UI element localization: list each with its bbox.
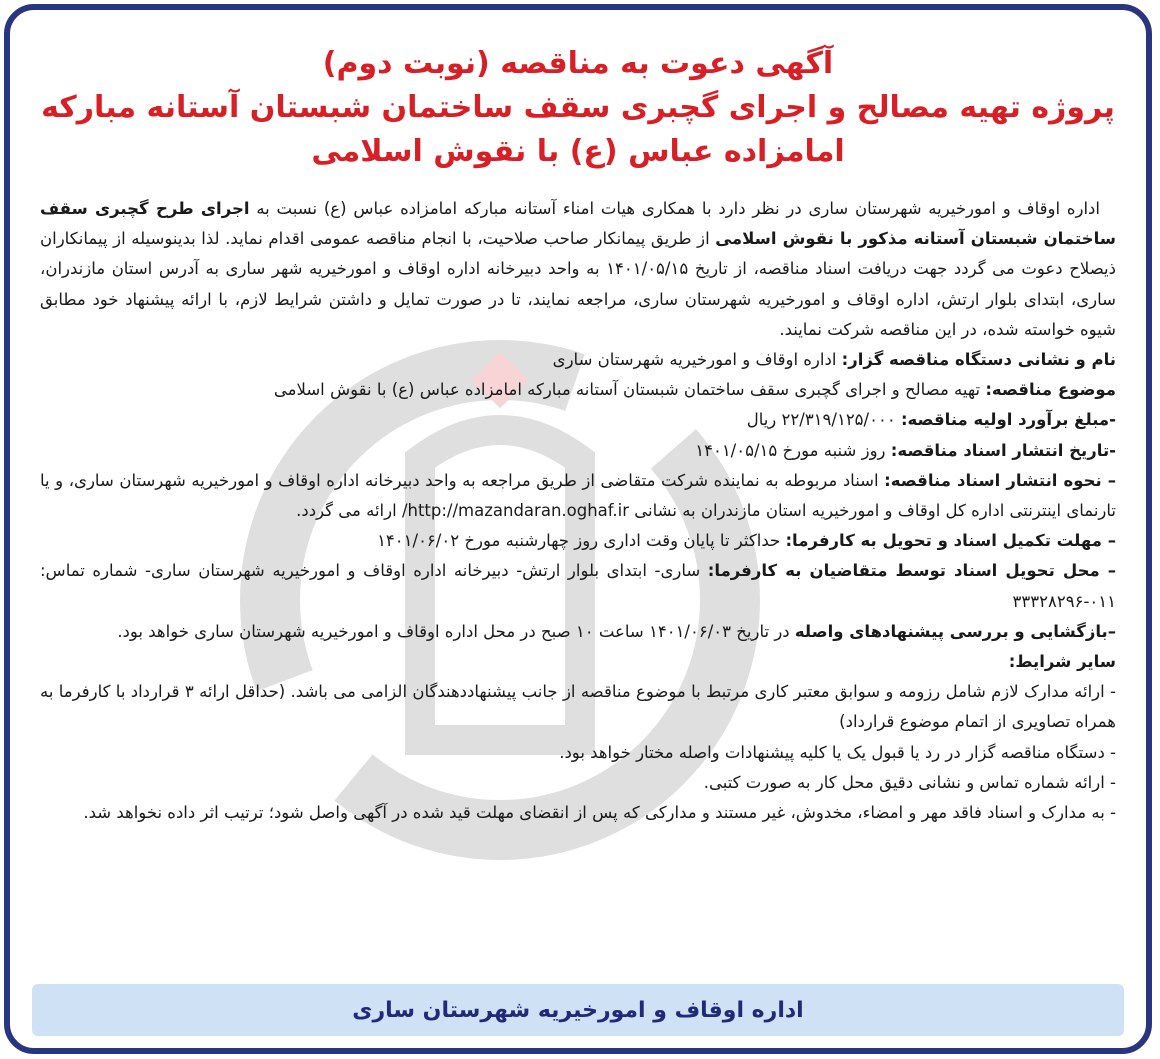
notice-frame <box>4 4 1152 1054</box>
item-label: – محل تحویل اسناد توسط متقاضیان به کارفرما: <box>707 561 1116 581</box>
footer-organization: اداره اوقاف و امورخیریه شهرستان ساری <box>352 997 804 1023</box>
item-label: -تاریخ انتشار اسناد مناقصه: <box>890 440 1116 460</box>
item-label: – مهلت تکمیل اسناد و تحویل به کارفرما: <box>785 531 1116 551</box>
item-value: اداره اوقاف و امورخیریه شهرستان ساری <box>552 350 842 370</box>
item-value: حداکثر تا پایان وقت اداری روز چهارشنبه مورخ ۱۴۰۱/۰۶/۰۲ <box>377 531 786 551</box>
item-label: نام و نشانی دستگاه مناقصه گزار: <box>841 350 1116 370</box>
item-label: موضوع مناقصه: <box>985 380 1116 400</box>
notice-header <box>10 42 1146 174</box>
item-deadline <box>40 526 1116 556</box>
item-value: ۲۲/۳۱۹/۱۲۵/۰۰۰ ریال <box>746 410 901 430</box>
item-label: –بازگشایی و بررسی پیشنهادهای واصله <box>794 621 1116 641</box>
notice-title: آگهی دعوت به مناقصه (نوبت دوم) <box>322 46 834 81</box>
condition-item: - ارائه شماره تماس و نشانی دقیق محل کار به صورت کتبی. <box>703 772 1116 792</box>
item-value: ساری- ابتدای بلوار ارتش- دبیرخانه اداره اوقاف و امورخیریه شهرستان ساری- شماره تماس: ۰۱۱-۳۳۳۲۸۲۹۶ <box>40 561 1116 611</box>
condition-item: - دستگاه مناقصه گزار در رد یا قبول یک یا کلیه پیشنهادات واصله مختار خواهد بود. <box>559 742 1116 762</box>
condition-item: - به مدارک و اسناد فاقد مهر و امضاء، مخدوش، غیر مستند و مدارکی که پس از انقضای مهلت قید شده در آگهی واصل شود؛ ترتیب اثر داده نخواهد شد. <box>83 803 1116 823</box>
other-conditions-heading: سایر شرایط: <box>1008 652 1116 672</box>
item-estimate <box>40 405 1116 435</box>
intro-text-1: اداره اوقاف و امورخیریه شهرستان ساری در نظر دارد با همکاری هیات امناء آستانه مبارکه امامزاده عباس (ع) نسبت به <box>249 199 1100 218</box>
item-subject <box>40 375 1116 405</box>
item-opening <box>40 617 1116 647</box>
item-value: اسناد مربوطه به نماینده شرکت متقاضی از طریق مراجعه به واحد دبیرخانه اداره اوقاف و امورخیریه شهرستان ساری، و یا تارنمای اینترنتی اداره کل اوقاف و امورخیریه استان مازندران به نشانی http://mazandaran.oghaf.ir/ ارائه می گردد. <box>40 470 1116 521</box>
item-value: در تاریخ ۱۴۰۱/۰۶/۰۳ ساعت ۱۰ صبح در محل اداره اوقاف و امورخیریه شهرستان ساری خواهد بود. <box>117 621 795 641</box>
intro-text-2: از طریق پیمانکار صاحب صلاحیت، با انجام مناقصه عمومی اقدام نماید. لذا بدینوسیله از پیمانکاران ذیصلاح دعوت می گردد جهت دریافت اسناد مناقصه، از تاریخ ۱۴۰۱/۰۵/۱۵ به واحد دبیرخانه اداره اوقاف و امورخیریه شهر ساری به آدرس استان مازندران، ساری، ابتدای بلوار ارتش، اداره اوقاف و امورخیریه شهرستان ساری، مراجعه نمایند، تا در صورت تمایل و داشتن شرایط لازم، با ارائه پیشنهاد خود مطابق شیوه خواسته شده، در این مناقصه شرکت نمایند. <box>40 229 1116 339</box>
item-value: روز شنبه مورخ ۱۴۰۱/۰۵/۱۵ <box>695 440 891 460</box>
intro-bold-text: اجرای طرح گچبری سقف ساختمان شبستان آستانه مذکور با نقوش اسلامی <box>40 199 1116 249</box>
item-delivery-place <box>40 556 1116 616</box>
item-publish-method <box>40 466 1116 526</box>
item-value: تهیه مصالح و اجرای گچبری سقف ساختمان شبستان آستانه مبارکه امامزاده عباس (ع) با نقوش اسلامی <box>273 380 986 400</box>
intro-paragraph <box>40 194 1116 345</box>
footer-banner <box>32 984 1124 1036</box>
item-publish-date <box>40 436 1116 466</box>
project-title: پروژه تهیه مصالح و اجرای گچبری سقف ساختمان شبستان آستانه مبارکه امامزاده عباس (ع) با نقوش اسلامی <box>41 90 1115 169</box>
item-label: – نحوه انتشار اسناد مناقصه: <box>884 470 1116 490</box>
notice-body <box>40 194 1116 984</box>
item-organizer <box>40 345 1116 375</box>
item-label: -مبلغ برآورد اولیه مناقصه: <box>900 410 1116 430</box>
condition-item: - ارائه مدارک لازم شامل رزومه و سوابق معتبر کاری مرتبط با موضوع مناقصه از جانب پیشنهاددهندگان الزامی می باشد. (حداقل ارائه ۳ قرارداد با کارفرما به همراه تصاویری از اتمام موضوع قرارداد) <box>40 682 1116 732</box>
